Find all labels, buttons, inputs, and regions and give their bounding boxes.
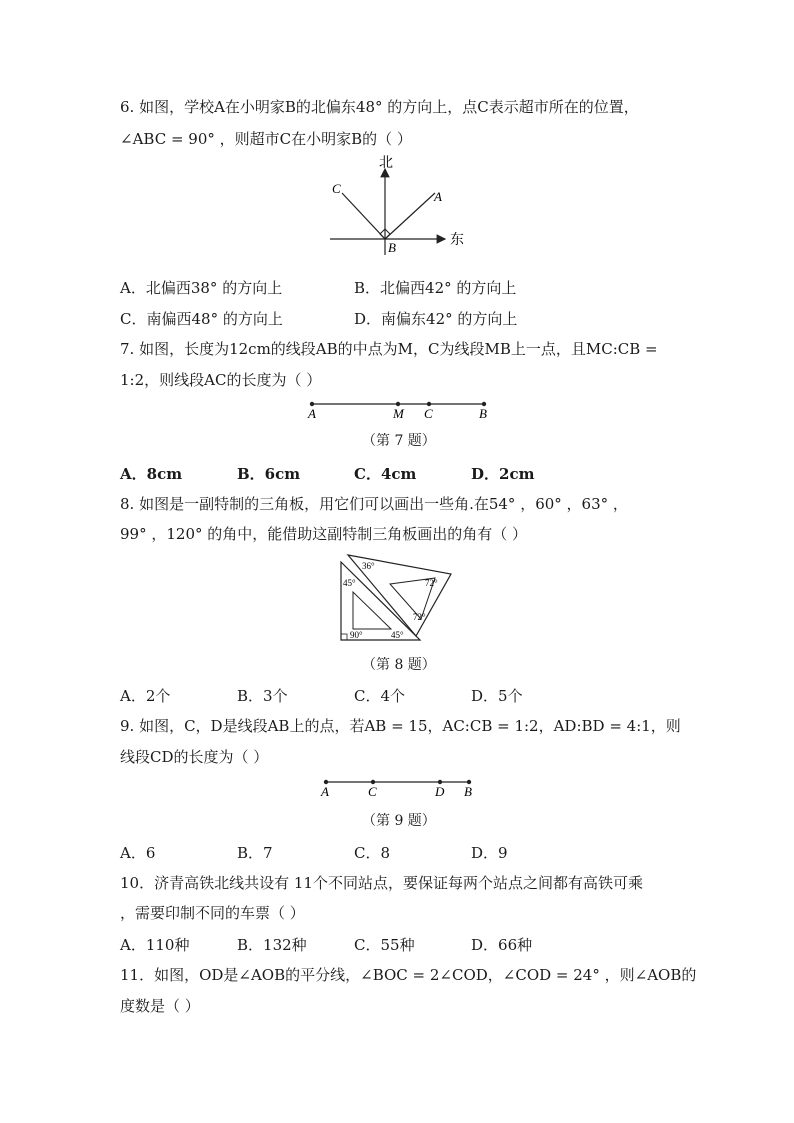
q6-ray-c (342, 193, 385, 239)
q10-option-a: A．110种 (120, 936, 190, 954)
q8-angle-36: 36° (362, 561, 375, 571)
q6-stem-line2: ∠ABC = 90° ，则超市C在小明家B的（ ） (120, 130, 412, 148)
q6-option-a: A．北偏西38° 的方向上 (120, 279, 283, 297)
q8-stem-line2: 99° ，120° 的角中，能借助这副特制三角板画出的角有（ ） (120, 525, 528, 543)
q8-option-d: D．5个 (471, 687, 523, 705)
q9-caption: （第 9 题） (362, 813, 436, 829)
q9-label-b: B (464, 784, 472, 799)
q6-option-b: B．北偏西42° 的方向上 (354, 279, 517, 297)
q6-option-c: C．南偏西48° 的方向上 (120, 310, 283, 328)
q8-angle-90: 90° (350, 630, 363, 640)
q8-angle-72-bottom: 72° (413, 612, 426, 622)
q8-caption: （第 8 题） (362, 657, 436, 673)
q7-label-a: A (308, 406, 316, 421)
q6-label-north: 北 (379, 156, 393, 171)
q7-option-b: B．6cm (237, 465, 301, 483)
q7-segment-figure (300, 396, 500, 426)
q7-option-d: D．2cm (471, 465, 535, 483)
q7-option-a: A．8cm (120, 465, 183, 483)
q10-option-c: C．55种 (354, 936, 415, 954)
q9-option-d: D．9 (471, 844, 508, 862)
q8-option-a: A．2个 (120, 687, 171, 705)
q6-stem-line1: 6. 如图，学校A在小明家B的北偏东48° 的方向上，点C表示超市所在的位置， (120, 98, 639, 116)
q9-option-b: B．7 (237, 844, 273, 862)
q9-segment-figure (314, 774, 484, 804)
q9-option-c: C．8 (354, 844, 391, 862)
q9-label-d: D (435, 784, 445, 799)
q8-option-b: B．3个 (237, 687, 288, 705)
q7-option-c: C．4cm (354, 465, 417, 483)
q9-stem-line1: 9. 如图，C，D是线段AB上的点，若AB = 15，AC:CB = 1:2，AD:BD = 4:1，则 (120, 717, 681, 735)
q7-caption: （第 7 题） (362, 433, 436, 449)
q8-angle-45-bottom: 45° (391, 630, 404, 640)
q10-stem-line2: ，需要印制不同的车票（ ） (120, 904, 305, 922)
q6-label-a: A (434, 189, 442, 204)
q6-option-d: D．南偏东42° 的方向上 (354, 310, 518, 328)
q7-stem-line1: 7. 如图，长度为12cm的线段AB的中点为M，C为线段MB上一点，且MC:CB = (120, 340, 658, 358)
q9-label-a: A (321, 784, 329, 799)
q8-angle-72-top: 72° (425, 578, 438, 588)
q7-stem-line2: 1:2，则线段AC的长度为（ ） (120, 371, 322, 389)
q6-label-east: 东 (450, 233, 464, 248)
q11-stem-line1: 11．如图，OD是∠AOB的平分线，∠BOC = 2∠COD，∠COD = 24° ，则∠AOB的 (120, 966, 697, 984)
q8-stem-line1: 8. 如图是一副特制的三角板，用它们可以画出一些角.在54° ，60° ，63° ， (120, 495, 628, 513)
q9-label-c: C (368, 784, 377, 799)
q6-ray-a (385, 193, 435, 239)
q11-stem-line2: 度数是（ ） (120, 997, 200, 1015)
q10-option-b: B．132种 (237, 936, 307, 954)
q6-label-b: B (388, 240, 396, 255)
q10-stem-line1: 10．济青高铁北线共设有 11个不同站点，要保证每两个站点之间都有高铁可乘 (120, 874, 643, 892)
q9-stem-line2: 线段CD的长度为（ ） (120, 748, 269, 766)
q7-label-b: B (479, 406, 487, 421)
q6-label-c: C (332, 181, 341, 196)
q6-direction-figure (320, 155, 470, 255)
q8-option-c: C．4个 (354, 687, 406, 705)
q10-option-d: D．66种 (471, 936, 533, 954)
q9-option-a: A．6 (120, 844, 156, 862)
q7-label-m: M (393, 406, 404, 421)
q7-label-c: C (424, 406, 433, 421)
q8-set-squares-figure (336, 552, 456, 644)
q8-angle-45-top: 45° (343, 578, 356, 588)
